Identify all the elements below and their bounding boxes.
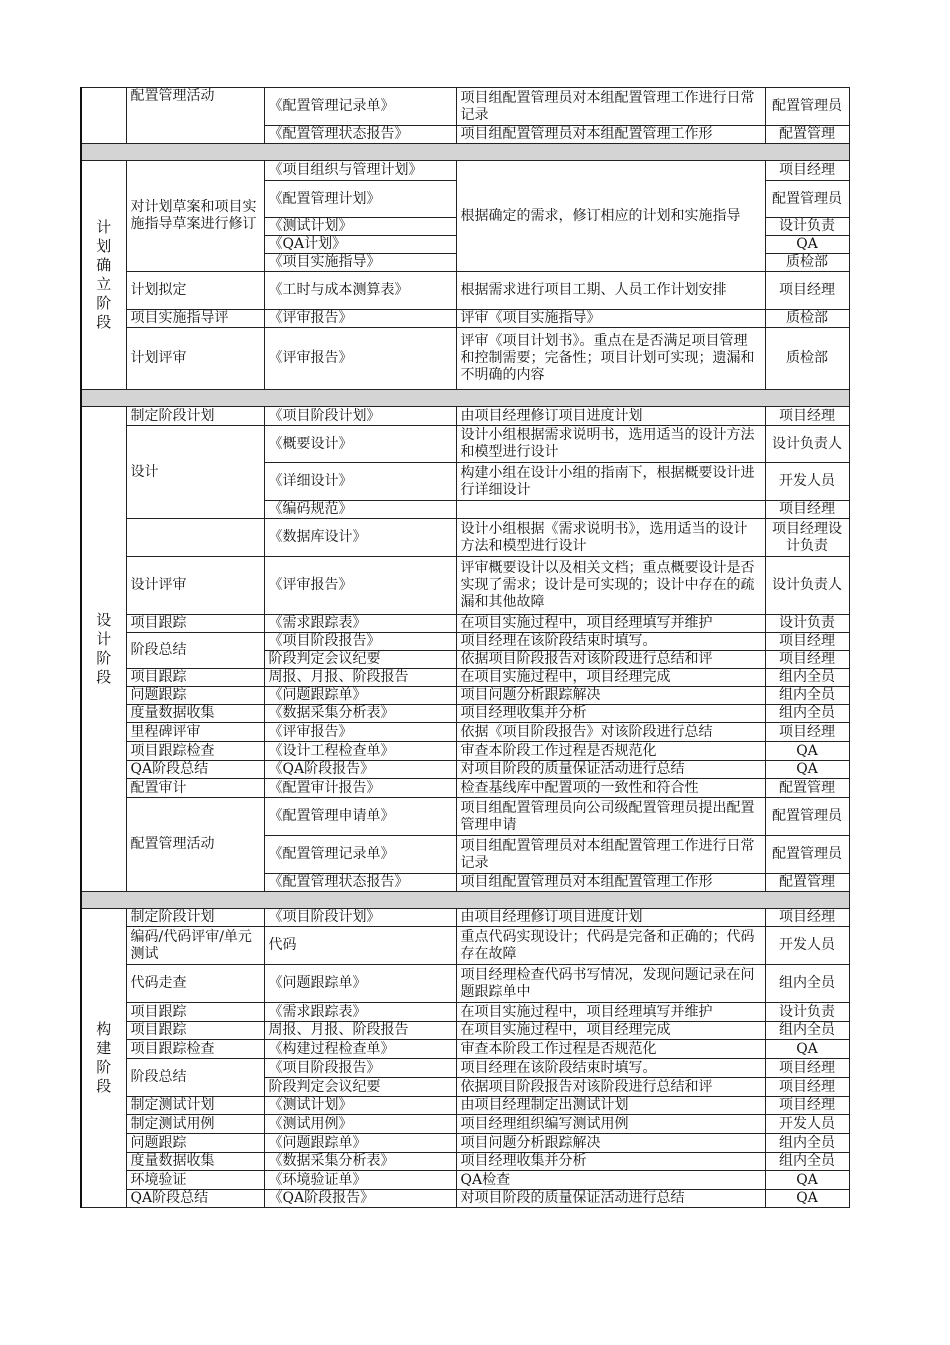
document-cell: 《问题跟踪单》 [264, 1134, 456, 1153]
document-cell: 《测试用例》 [264, 1115, 456, 1134]
role-cell: 设计负责 [765, 1003, 849, 1022]
activity-cell: QA阶段总结 [126, 1190, 264, 1208]
description-cell: 项目问题分析跟踪解决 [456, 1134, 765, 1153]
description-cell: 依据《项目阶段报告》对该阶段进行总结 [456, 723, 765, 742]
stage-label-text: 构建阶段 [96, 1020, 112, 1095]
document-cell: 《配置管理记录单》 [264, 88, 456, 126]
activity-cell: 配置管理活动 [126, 88, 264, 144]
role-cell: QA [765, 1171, 849, 1190]
document-cell: 《测试计划》 [264, 1097, 456, 1115]
table-row [81, 633, 849, 651]
table-row [81, 1003, 849, 1022]
section-separator-row [81, 390, 849, 407]
activity-cell: 配置审计 [126, 779, 264, 798]
role-cell: 配置管理 [765, 126, 849, 144]
document-cell: 《配置管理状态报告》 [264, 126, 456, 144]
role-cell: 配置管理员 [765, 836, 849, 874]
activity-cell: 项目跟踪检查 [126, 742, 264, 761]
activity-cell: 度量数据收集 [126, 705, 264, 723]
activity-cell: 项目跟踪 [126, 1003, 264, 1022]
table-row [81, 1134, 849, 1153]
role-cell: 组内全员 [765, 705, 849, 723]
role-cell: 质检部 [765, 254, 849, 272]
table-row [81, 519, 849, 557]
role-cell: 项目经理 [765, 1059, 849, 1078]
activity-cell: 编码/代码评审/单元测试 [126, 927, 264, 965]
description-cell: 重点代码实现设计；代码是完备和正确的；代码存在故障 [456, 927, 765, 965]
document-cell: 《评审报告》 [264, 557, 456, 615]
description-cell: 项目组配置管理员向公司级配置管理员提出配置管理申请 [456, 798, 765, 836]
role-cell: 配置管理员 [765, 798, 849, 836]
role-cell: 设计负责 [765, 218, 849, 236]
activity-cell: 问题跟踪 [126, 1134, 264, 1153]
activity-cell: 问题跟踪 [126, 687, 264, 705]
table-row [81, 1153, 849, 1171]
document-cell: 《工时与成本测算表》 [264, 272, 456, 310]
document-cell: 《概要设计》 [264, 426, 456, 463]
activity-cell: 制定阶段计划 [126, 909, 264, 927]
role-cell: 项目经理 [765, 1078, 849, 1097]
description-cell: 评审《项目计划书》。重点在是否满足项目管理和控制需要；完备性；项目计划可实现；遗漏和不明确的内容 [456, 328, 765, 390]
description-cell: 项目经理收集并分析 [456, 1153, 765, 1171]
table-row [81, 779, 849, 798]
description-cell: 项目经理组织编写测试用例 [456, 1115, 765, 1134]
description-cell: 审查本阶段工作过程是否规范化 [456, 1040, 765, 1059]
role-cell: 设计负责 [765, 615, 849, 633]
document-cell: 《编码规范》 [264, 501, 456, 519]
document-cell: 《评审报告》 [264, 328, 456, 390]
description-cell: 项目问题分析跟踪解决 [456, 687, 765, 705]
description-cell: 评审《项目实施指导》 [456, 310, 765, 328]
table-row [81, 1171, 849, 1190]
description-cell: 项目组配置管理员对本组配置管理工作形 [456, 126, 765, 144]
role-cell: 项目经理 [765, 651, 849, 669]
description-cell: 项目经理在该阶段结束时填写。 [456, 633, 765, 651]
role-cell: 开发人员 [765, 927, 849, 965]
document-cell: 《需求跟踪表》 [264, 1003, 456, 1022]
stage-label-text: 设计阶段 [96, 611, 112, 686]
document-cell: 《构建过程检查单》 [264, 1040, 456, 1059]
description-cell: 由项目经理制定出测试计划 [456, 1097, 765, 1115]
table-row [81, 798, 849, 836]
role-cell: 组内全员 [765, 1153, 849, 1171]
activity-cell: 设计 [126, 426, 264, 519]
table-row [81, 88, 849, 126]
activity-cell: 度量数据收集 [126, 1153, 264, 1171]
section-separator [81, 144, 849, 161]
table-row [81, 328, 849, 390]
role-cell: 项目经理 [765, 501, 849, 519]
description-cell: 对项目阶段的质量保证活动进行总结 [456, 1190, 765, 1208]
role-cell: QA [765, 742, 849, 761]
table-row [81, 965, 849, 1003]
role-cell: 质检部 [765, 328, 849, 390]
role-cell: QA [765, 761, 849, 779]
document-cell: 《需求跟踪表》 [264, 615, 456, 633]
role-cell: QA [765, 1190, 849, 1208]
activity-cell [126, 519, 264, 557]
document-cell: 《配置管理状态报告》 [264, 874, 456, 892]
activity-cell: 阶段总结 [126, 633, 264, 669]
activity-cell: 制定测试计划 [126, 1097, 264, 1115]
document-cell: 《配置管理记录单》 [264, 836, 456, 874]
description-cell: 项目组配置管理员对本组配置管理工作进行日常记录 [456, 88, 765, 126]
section-separator-row [81, 144, 849, 161]
document-cell: 《测试计划》 [264, 218, 456, 236]
role-cell: 配置管理员 [765, 181, 849, 218]
description-cell: 在项目实施过程中，项目经理填写并维护 [456, 1003, 765, 1022]
role-cell: 组内全员 [765, 1022, 849, 1040]
document-cell: 代码 [264, 927, 456, 965]
description-cell [456, 501, 765, 519]
role-cell: 组内全员 [765, 669, 849, 687]
table-row [81, 310, 849, 328]
document-cell: 《QA计划》 [264, 236, 456, 254]
description-cell: 审查本阶段工作过程是否规范化 [456, 742, 765, 761]
description-cell: 设计小组根据需求说明书，选用适当的设计方法和模型进行设计 [456, 426, 765, 463]
description-cell: 项目组配置管理员对本组配置管理工作进行日常记录 [456, 836, 765, 874]
role-cell: 项目经理 [765, 633, 849, 651]
table-row [81, 272, 849, 310]
role-cell: 设计负责人 [765, 426, 849, 463]
table-row [81, 927, 849, 965]
role-cell: 项目经理设计负责 [765, 519, 849, 557]
document-cell: 《配置审计报告》 [264, 779, 456, 798]
document-cell: 《项目阶段计划》 [264, 407, 456, 426]
table-row [81, 1059, 849, 1078]
description-cell: 设计小组根据《需求说明书》，选用适当的设计方法和模型进行设计 [456, 519, 765, 557]
document-cell: 《数据采集分析表》 [264, 1153, 456, 1171]
document-cell: 《项目组织与管理计划》 [264, 161, 456, 181]
role-cell: 设计负责人 [765, 557, 849, 615]
section-separator [81, 390, 849, 407]
table-row [81, 1097, 849, 1115]
document-cell: 《配置管理申请单》 [264, 798, 456, 836]
stage-label-text: 计划确立阶段 [96, 218, 112, 331]
document-cell: 周报、月报、阶段报告 [264, 1022, 456, 1040]
description-cell: 依据项目阶段报告对该阶段进行总结和评 [456, 651, 765, 669]
activity-cell: 计划评审 [126, 328, 264, 390]
description-cell: 项目经理在该阶段结束时填写。 [456, 1059, 765, 1078]
description-cell: QA检查 [456, 1171, 765, 1190]
role-cell: 项目经理 [765, 1097, 849, 1115]
document-cell: 《环境验证单》 [264, 1171, 456, 1190]
document-cell: 阶段判定会议纪要 [264, 1078, 456, 1097]
table-row [81, 742, 849, 761]
document-cell: 阶段判定会议纪要 [264, 651, 456, 669]
table-row [81, 705, 849, 723]
role-cell: QA [765, 1040, 849, 1059]
table-row [81, 1022, 849, 1040]
role-cell: 项目经理 [765, 272, 849, 310]
role-cell: 项目经理 [765, 909, 849, 927]
description-cell: 检查基线库中配置项的一致性和符合性 [456, 779, 765, 798]
activity-cell: 项目实施指导评 [126, 310, 264, 328]
process-table [80, 87, 850, 1208]
role-cell: 配置管理 [765, 779, 849, 798]
table-row [81, 426, 849, 463]
role-cell: 项目经理 [765, 723, 849, 742]
role-cell: 配置管理 [765, 874, 849, 892]
activity-cell: 项目跟踪 [126, 615, 264, 633]
activity-cell: 里程碑评审 [126, 723, 264, 742]
document-cell: 《QA阶段报告》 [264, 1190, 456, 1208]
description-cell: 项目经理收集并分析 [456, 705, 765, 723]
activity-cell: 计划拟定 [126, 272, 264, 310]
document-cell: 《数据库设计》 [264, 519, 456, 557]
table-row [81, 909, 849, 927]
activity-cell: 项目跟踪 [126, 1022, 264, 1040]
activity-cell: 配置管理活动 [126, 798, 264, 892]
description-cell: 根据确定的需求，修订相应的计划和实施指导 [456, 161, 765, 272]
document-cell: 《评审报告》 [264, 723, 456, 742]
description-cell: 由项目经理修订项目进度计划 [456, 407, 765, 426]
activity-cell: 代码走查 [126, 965, 264, 1003]
document-cell: 《项目阶段计划》 [264, 909, 456, 927]
description-cell: 构建小组在设计小组的指南下，根据概要设计进行详细设计 [456, 463, 765, 501]
stage-label [81, 407, 126, 892]
section-separator [81, 892, 849, 909]
description-cell: 根据需求进行项目工期、人员工作计划安排 [456, 272, 765, 310]
description-cell: 评审概要设计以及相关文档；重点概要设计是否实现了需求；设计是可实现的；设计中存在的疏漏和其他故障 [456, 557, 765, 615]
table-row [81, 407, 849, 426]
document-cell: 《问题跟踪单》 [264, 687, 456, 705]
activity-cell: 项目跟踪检查 [126, 1040, 264, 1059]
table-row [81, 557, 849, 615]
role-cell: 组内全员 [765, 687, 849, 705]
document-cell: 《问题跟踪单》 [264, 965, 456, 1003]
document-cell: 《项目阶段报告》 [264, 1059, 456, 1078]
table-row [81, 1190, 849, 1208]
description-cell: 在项目实施过程中，项目经理完成 [456, 1022, 765, 1040]
table-row [81, 723, 849, 742]
activity-cell: 设计评审 [126, 557, 264, 615]
document-cell: 《数据采集分析表》 [264, 705, 456, 723]
activity-cell: 项目跟踪 [126, 669, 264, 687]
description-cell: 对项目阶段的质量保证活动进行总结 [456, 761, 765, 779]
table-row [81, 687, 849, 705]
role-cell: 组内全员 [765, 1134, 849, 1153]
stage-label [81, 88, 126, 144]
process-table-container [80, 87, 848, 1208]
activity-cell: 制定测试用例 [126, 1115, 264, 1134]
description-cell: 在项目实施过程中，项目经理完成 [456, 669, 765, 687]
stage-label [81, 909, 126, 1208]
activity-cell: QA阶段总结 [126, 761, 264, 779]
role-cell: QA [765, 236, 849, 254]
role-cell: 开发人员 [765, 463, 849, 501]
document-cell: 《配置管理计划》 [264, 181, 456, 218]
table-row [81, 761, 849, 779]
description-cell: 在项目实施过程中，项目经理填写并维护 [456, 615, 765, 633]
description-cell: 依据项目阶段报告对该阶段进行总结和评 [456, 1078, 765, 1097]
table-row [81, 669, 849, 687]
role-cell: 质检部 [765, 310, 849, 328]
activity-cell: 阶段总结 [126, 1059, 264, 1097]
document-cell: 《评审报告》 [264, 310, 456, 328]
document-cell: 周报、月报、阶段报告 [264, 669, 456, 687]
activity-cell: 环境验证 [126, 1171, 264, 1190]
role-cell: 配置管理员 [765, 88, 849, 126]
document-cell: 《项目实施指导》 [264, 254, 456, 272]
description-cell: 由项目经理修订项目进度计划 [456, 909, 765, 927]
table-row [81, 615, 849, 633]
document-cell: 《设计工程检查单》 [264, 742, 456, 761]
description-cell: 项目组配置管理员对本组配置管理工作形 [456, 874, 765, 892]
description-cell: 项目经理检查代码书写情况，发现问题记录在问题跟踪单中 [456, 965, 765, 1003]
document-cell: 《QA阶段报告》 [264, 761, 456, 779]
table-row [81, 161, 849, 181]
role-cell: 开发人员 [765, 1115, 849, 1134]
role-cell: 项目经理 [765, 407, 849, 426]
stage-label [81, 161, 126, 390]
table-row [81, 1040, 849, 1059]
role-cell: 项目经理 [765, 161, 849, 181]
role-cell: 组内全员 [765, 965, 849, 1003]
activity-cell: 对计划草案和项目实施指导草案进行修订 [126, 161, 264, 272]
document-cell: 《详细设计》 [264, 463, 456, 501]
document-cell: 《项目阶段报告》 [264, 633, 456, 651]
activity-cell: 制定阶段计划 [126, 407, 264, 426]
table-row [81, 1115, 849, 1134]
section-separator-row [81, 892, 849, 909]
